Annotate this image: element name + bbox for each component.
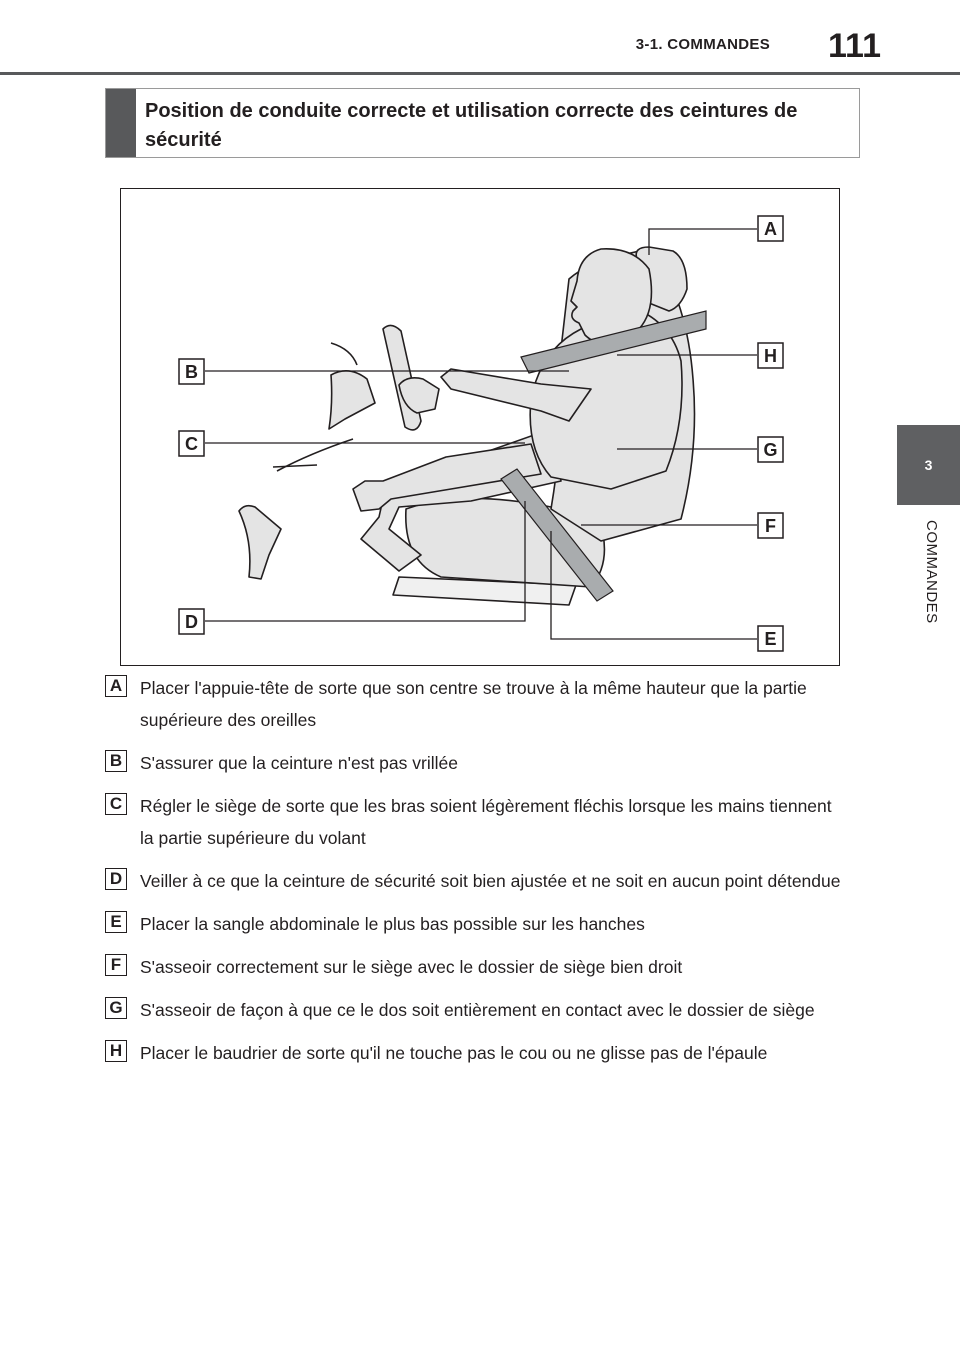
- header-divider: [0, 72, 960, 75]
- item-letter-badge: G: [105, 997, 127, 1019]
- callout-e: [758, 626, 783, 651]
- item-text: Placer la sangle abdominale le plus bas possible sur les hanches: [140, 914, 645, 934]
- chapter-tab[interactable]: 3: [897, 425, 960, 505]
- list-item: [105, 672, 850, 736]
- svg-text:E: E: [764, 629, 777, 649]
- item-letter-badge: E: [105, 911, 127, 933]
- item-letter-badge: D: [105, 868, 127, 890]
- svg-text:F: F: [765, 516, 776, 536]
- callout-d: [179, 609, 204, 634]
- item-text: Régler le siège de sorte que les bras soient légèrement fléchis lorsque les mains tiennent la partie supérieure du volant: [140, 796, 832, 848]
- item-letter-badge: C: [105, 793, 127, 815]
- svg-text:A: A: [764, 219, 777, 239]
- callout-g: [758, 437, 783, 462]
- item-text: Placer le baudrier de sorte qu'il ne touche pas le cou ou ne glisse pas de l'épaule: [140, 1043, 768, 1063]
- item-text: S'asseoir de façon à que ce le dos soit entièrement en contact avec le dossier de siège: [140, 1000, 815, 1020]
- callout-c: [179, 431, 204, 456]
- driver-seat-drawing: [121, 189, 841, 667]
- callout-h: [758, 343, 783, 368]
- title-accent-bar: [106, 89, 136, 157]
- list-item: [105, 865, 850, 897]
- item-letter-badge: B: [105, 750, 127, 772]
- svg-text:G: G: [763, 440, 778, 460]
- item-text: S'assurer que la ceinture n'est pas vrillée: [140, 753, 458, 773]
- svg-text:C: C: [185, 434, 198, 454]
- chapter-tab-label: COMMANDES: [923, 520, 940, 624]
- section-header: 3-1. COMMANDES: [635, 36, 770, 53]
- list-item: [105, 1037, 850, 1069]
- section-title-box: [105, 88, 860, 158]
- list-item: [105, 747, 850, 779]
- svg-text:B: B: [185, 362, 198, 382]
- list-item: [105, 994, 850, 1026]
- page-number: 111: [828, 27, 881, 65]
- list-item: [105, 790, 850, 854]
- item-letter-badge: H: [105, 1040, 127, 1062]
- svg-text:H: H: [764, 346, 777, 366]
- callout-f: [758, 513, 783, 538]
- list-item: [105, 908, 850, 940]
- item-letter-badge: A: [105, 675, 127, 697]
- driving-position-illustration: [120, 188, 840, 666]
- item-text: S'asseoir correctement sur le siège avec le dossier de siège bien droit: [140, 957, 683, 977]
- callout-a: [758, 216, 783, 241]
- callout-b: [179, 359, 204, 384]
- section-title: Position de conduite correcte et utilisation correcte des ceintures de sécurité: [145, 100, 798, 151]
- list-item: [105, 951, 850, 983]
- svg-text:D: D: [185, 612, 198, 632]
- item-text: Veiller à ce que la ceinture de sécurité soit bien ajustée et ne soit en aucun point détendue: [140, 871, 841, 891]
- item-letter-badge: F: [105, 954, 127, 976]
- instruction-list: [105, 672, 850, 1080]
- item-text: Placer l'appuie-tête de sorte que son centre se trouve à la même hauteur que la partie supérieure des oreilles: [140, 678, 807, 730]
